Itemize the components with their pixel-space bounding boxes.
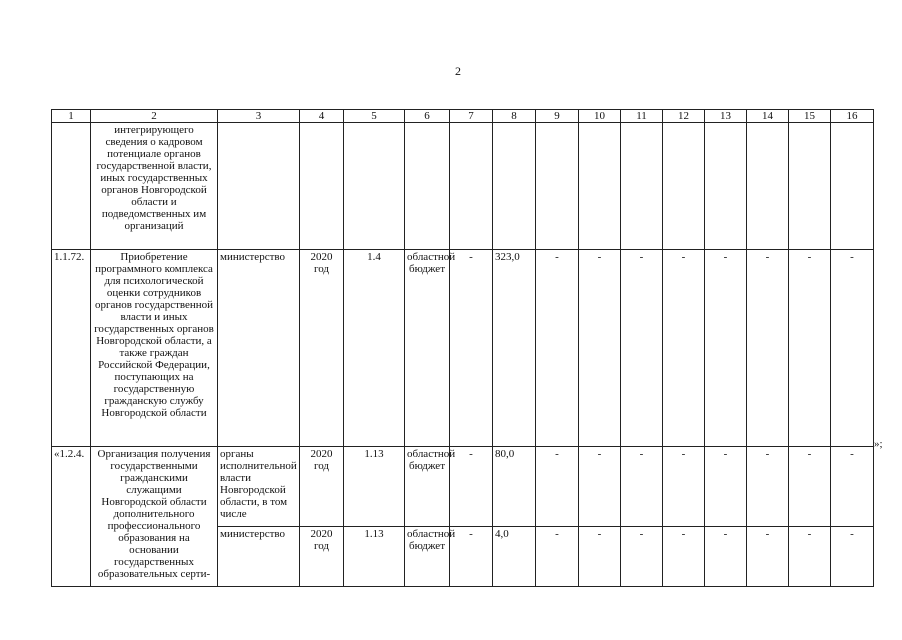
value-col9: - bbox=[536, 527, 579, 587]
funding-source: областной бюджет bbox=[405, 527, 450, 587]
column-number: 16 bbox=[831, 110, 874, 123]
target-indicator: 1.4 bbox=[344, 250, 405, 447]
value-col7: - bbox=[450, 250, 493, 447]
year: 2020 год bbox=[300, 447, 344, 527]
year: 2020 год bbox=[300, 527, 344, 587]
column-number: 2 bbox=[91, 110, 218, 123]
column-number: 11 bbox=[621, 110, 663, 123]
target-indicator: 1.13 bbox=[344, 447, 405, 527]
column-number-row bbox=[52, 110, 874, 123]
activity-name: интегрирующего сведения о кадровом потенциале органов государственной власти, иных государственных органов Новгородской области и подведомственных им организаций bbox=[91, 123, 218, 250]
value-col16: - bbox=[831, 527, 874, 587]
year: 2020 год bbox=[300, 250, 344, 447]
value-col7: - bbox=[450, 527, 493, 587]
table-row-continuation bbox=[52, 123, 874, 250]
program-table bbox=[51, 109, 874, 587]
column-number: 8 bbox=[493, 110, 536, 123]
item-number: «1.2.4. bbox=[52, 447, 91, 587]
column-number: 5 bbox=[344, 110, 405, 123]
value-col16: - bbox=[831, 250, 874, 447]
column-number: 7 bbox=[450, 110, 493, 123]
column-number: 15 bbox=[789, 110, 831, 123]
value-col13: - bbox=[705, 250, 747, 447]
target-indicator: 1.13 bbox=[344, 527, 405, 587]
value-col15: - bbox=[789, 250, 831, 447]
value-col12: - bbox=[663, 447, 705, 527]
value-col14: - bbox=[747, 447, 789, 527]
value-col8: 4,0 bbox=[493, 527, 536, 587]
funding-source: областной бюджет bbox=[405, 447, 450, 527]
value-col13: - bbox=[705, 447, 747, 527]
column-number: 13 bbox=[705, 110, 747, 123]
value-col15: - bbox=[789, 447, 831, 527]
value-col14: - bbox=[747, 250, 789, 447]
executor: министерство bbox=[218, 250, 300, 447]
table-row-1-2-4-a bbox=[52, 447, 874, 527]
value-col13: - bbox=[705, 527, 747, 587]
activity-name: Организация получения государственными гражданскими служащими Новгородской области дополнительного профессионального образования на основании государственных образовательных серти- bbox=[91, 447, 218, 587]
value-col8: 80,0 bbox=[493, 447, 536, 527]
column-number: 14 bbox=[747, 110, 789, 123]
value-col10: - bbox=[579, 447, 621, 527]
closing-quote-mark: »; bbox=[874, 438, 883, 450]
value-col12: - bbox=[663, 527, 705, 587]
column-number: 4 bbox=[300, 110, 344, 123]
value-col11: - bbox=[621, 527, 663, 587]
value-col11: - bbox=[621, 447, 663, 527]
page-number: 2 bbox=[455, 64, 461, 78]
column-number: 10 bbox=[579, 110, 621, 123]
value-col15: - bbox=[789, 527, 831, 587]
value-col8: 323,0 bbox=[493, 250, 536, 447]
table-viewport bbox=[51, 109, 871, 590]
value-col10: - bbox=[579, 250, 621, 447]
value-col9: - bbox=[536, 447, 579, 527]
funding-source: областной бюджет bbox=[405, 250, 450, 447]
value-col7: - bbox=[450, 447, 493, 527]
value-col9: - bbox=[536, 250, 579, 447]
column-number: 6 bbox=[405, 110, 450, 123]
column-number: 3 bbox=[218, 110, 300, 123]
executor: органы исполнительной власти Новгородской области, в том числе bbox=[218, 447, 300, 527]
table-row-1-1-72 bbox=[52, 250, 874, 447]
column-number: 9 bbox=[536, 110, 579, 123]
value-col16: - bbox=[831, 447, 874, 527]
activity-name: Приобретение программного комплекса для психологической оценки сотрудников органов государственной власти и иных государственных органов Новгородской области, а также граждан Российской Федерации, поступающих на государственную гражданскую службу Новгородской области bbox=[91, 250, 218, 447]
column-number: 1 bbox=[52, 110, 91, 123]
executor: министерство bbox=[218, 527, 300, 587]
value-col12: - bbox=[663, 250, 705, 447]
item-number: 1.1.72. bbox=[52, 250, 91, 447]
value-col11: - bbox=[621, 250, 663, 447]
value-col10: - bbox=[579, 527, 621, 587]
value-col14: - bbox=[747, 527, 789, 587]
column-number: 12 bbox=[663, 110, 705, 123]
